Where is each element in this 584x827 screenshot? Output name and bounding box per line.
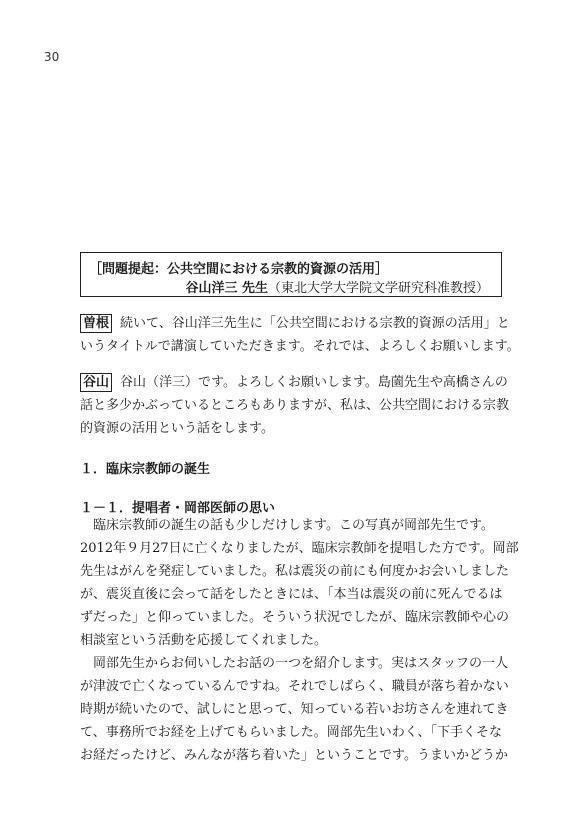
text-line: て、事務所でお経を上げてもらいました。岡部先生いわく、「下手くそな [80,725,502,740]
body-paragraph-2 [80,652,520,767]
text-line: 臨床宗教師の誕生の話も少しだけします。この写真が岡部先生です。 [93,518,494,533]
text-line: 2012年９月27日に亡くなりましたが、臨床宗教師を提唱した方です。岡部 [80,541,519,556]
text-line [80,312,520,335]
text-line: が津波で亡くなっているんですね。それでしばらく、職員が落ち着かない [80,679,509,694]
text-line: いうタイトルで講演していただきます。それでは、よろしくお願いします。 [80,339,520,354]
section-heading: １．臨床宗教師の誕生 [80,462,211,477]
text-line: 相談室という活動を応援してくれました。 [80,633,328,648]
text-line: 先生はがんを発症していました。私は震災の前にも何度かお会いしました [80,564,510,579]
topic-heading-box [80,252,502,297]
speaker-label: 谷山 [80,373,112,392]
text-line: お経だったけど、みんなが落ち着いた」ということです。うまいかどうか [80,748,508,763]
dialogue-taniyama [80,371,520,440]
dialogue-sone [80,312,520,358]
topic-author [185,277,489,296]
text-line: ずだった」と仰っていました。そういう状況でしたが、臨床宗教師や心の [80,610,510,625]
author-affiliation: （東北大学大学院文学研究科准教授） [267,281,489,296]
text-line: 話と多少かぶっているところもありますが、私は、公共空間における宗教 [80,398,510,413]
text-line: 岡部先生からお伺いしたお話の一つを紹介します。実はスタッフの一人 [93,656,508,671]
text-line [80,371,520,394]
body-paragraph-1 [80,514,520,652]
text-line: が、震災直後に会って話をしたときには、「本当は震災の前に死んでるは [80,587,503,602]
dialogue-text: 谷山（洋三）です。よろしくお願いします。島薗先生や高橋さんの [120,375,508,390]
text-line: 時期が続いたので、試しにと思って、知っている若いお坊さんを連れてき [80,702,509,717]
author-name: 谷山洋三 先生 [185,281,268,296]
subsection-heading: １－１．提唱者・岡部医師の思い [80,501,276,516]
dialogue-text: 続いて、谷山洋三先生に「公共空間における宗教的資源の活用」と [120,316,510,331]
topic-title: ［問題提起：公共空間における宗教的資源の活用］ [89,262,389,277]
text-line: 的資源の活用という話をします。 [80,421,274,436]
page-number: 30 [44,50,60,64]
speaker-label: 曽根 [80,314,112,333]
